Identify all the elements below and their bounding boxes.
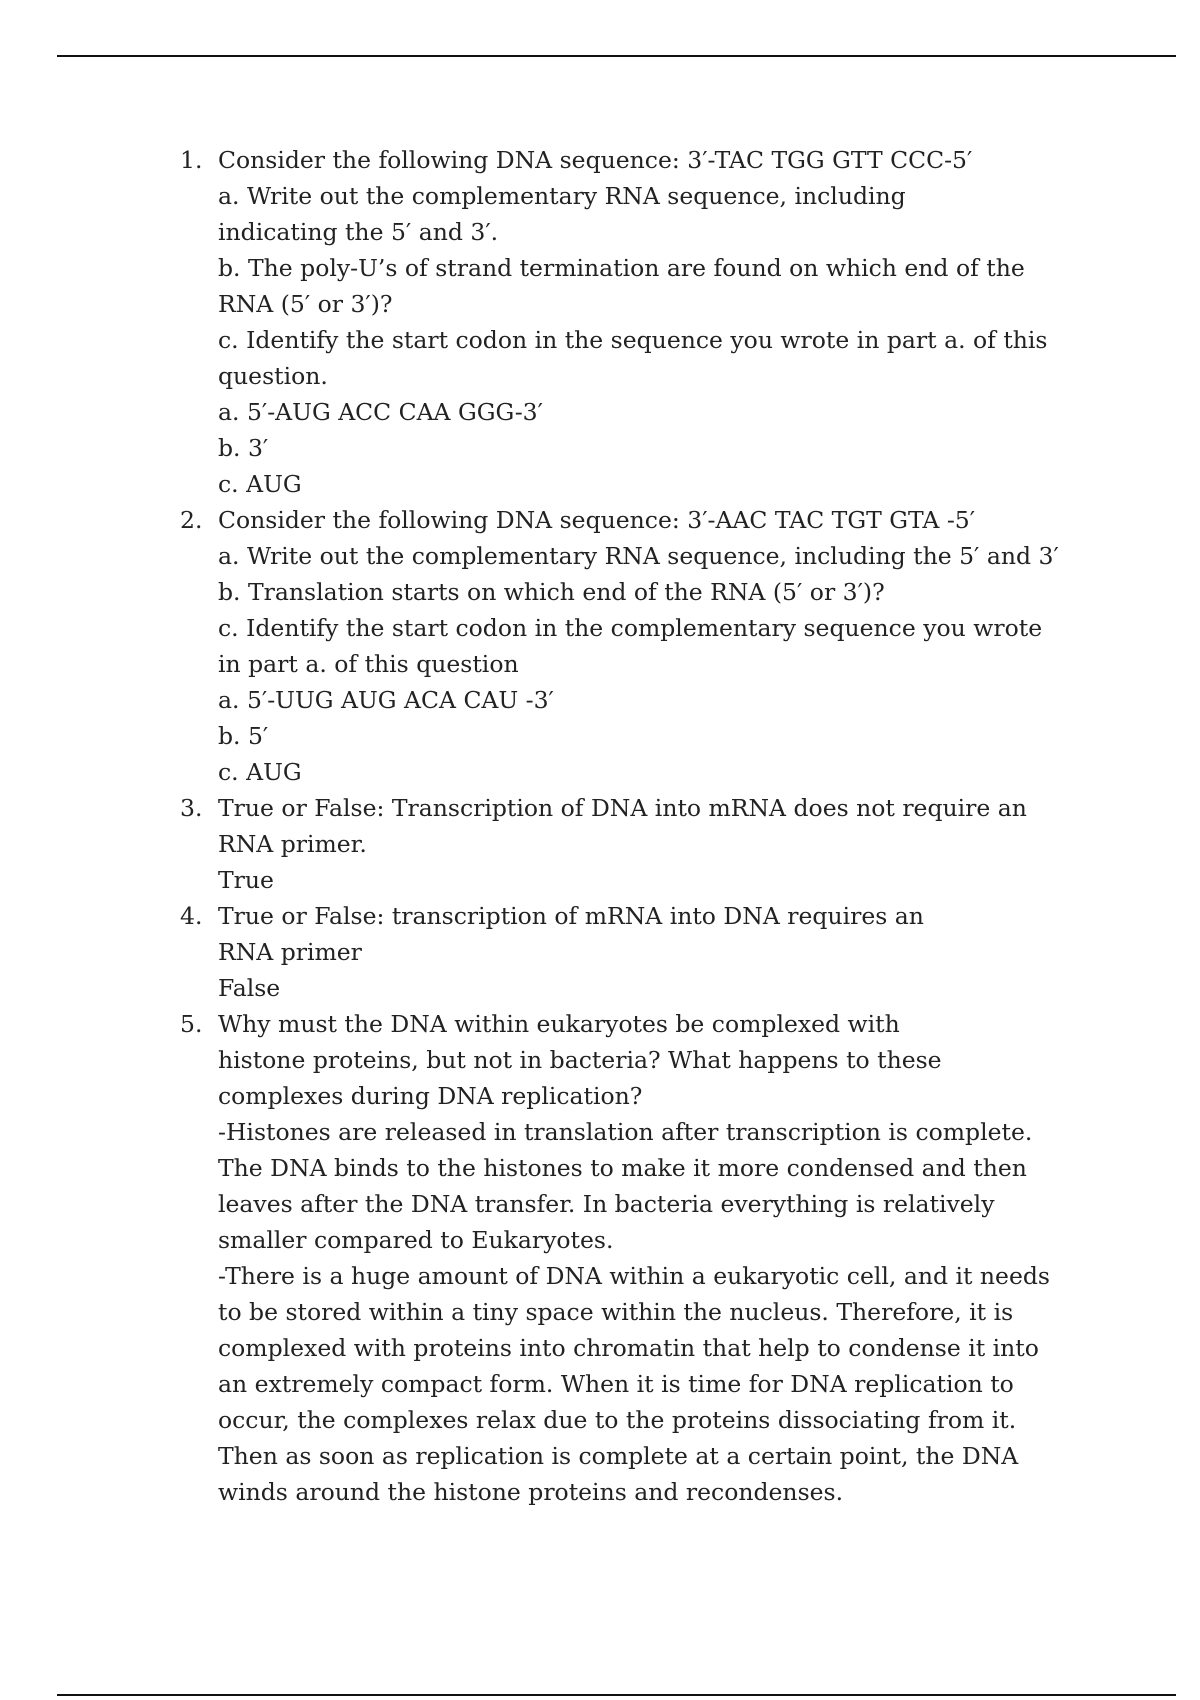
question-line: RNA primer. (218, 830, 367, 858)
question-line: indicating the 5′ and 3′. (218, 218, 499, 246)
answer-line: True (218, 866, 274, 894)
question-line: in part a. of this question (218, 650, 519, 678)
question-line: b. The poly-U’s of strand termination are found on which end of the (218, 254, 1025, 282)
question-prompt: True or False: Transcription of DNA into mRNA does not require an (218, 794, 1027, 822)
question-line: RNA (5′ or 3′)? (218, 290, 393, 318)
question-prompt: Consider the following DNA sequence: 3′-TAC TGG GTT CCC-5′ (218, 146, 973, 174)
question-number: 3. (180, 794, 203, 822)
answer-line: -There is a huge amount of DNA within a eukaryotic cell, and it needs (218, 1262, 1050, 1290)
question-prompt: Consider the following DNA sequence: 3′-AAC TAC TGT GTA -5′ (218, 506, 976, 534)
question-number: 5. (180, 1010, 203, 1038)
document-body (0, 142, 1200, 1510)
question-line: c. Identify the start codon in the complementary sequence you wrote (218, 614, 1043, 642)
question-line: c. Identify the start codon in the sequence you wrote in part a. of this (218, 326, 1048, 354)
answer-line: smaller compared to Eukaryotes. (218, 1226, 614, 1254)
answer-line: b. 3′ (218, 434, 269, 462)
question-3 (0, 790, 1078, 898)
question-prompt: True or False: transcription of mRNA into DNA requires an (218, 902, 924, 930)
answer-line: a. 5′-AUG ACC CAA GGG-3′ (218, 398, 543, 426)
answer-line: winds around the histone proteins and recondenses. (218, 1478, 844, 1506)
answer-line: c. AUG (218, 470, 302, 498)
answer-line: The DNA binds to the histones to make it more condensed and then (218, 1154, 1027, 1182)
question-line: a. Write out the complementary RNA sequence, including (218, 182, 906, 210)
answer-line: b. 5′ (218, 722, 269, 750)
question-line: complexes during DNA replication? (218, 1082, 643, 1110)
answer-line: occur, the complexes relax due to the proteins dissociating from it. (218, 1406, 1017, 1434)
answer-line: an extremely compact form. When it is time for DNA replication to (218, 1370, 1014, 1398)
question-number: 1. (180, 146, 203, 174)
question-number: 2. (180, 506, 203, 534)
answer-line: False (218, 974, 281, 1002)
answer-line: to be stored within a tiny space within the nucleus. Therefore, it is (218, 1298, 1014, 1326)
question-line: histone proteins, but not in bacteria? What happens to these (218, 1046, 942, 1074)
question-line: question. (218, 362, 328, 390)
answer-line: -Histones are released in translation after transcription is complete. (218, 1118, 1033, 1146)
question-1 (0, 142, 1078, 502)
answer-line: c. AUG (218, 758, 302, 786)
question-line: RNA primer (218, 938, 362, 966)
bottom-rule (57, 1694, 1176, 1696)
answer-line: a. 5′-UUG AUG ACA CAU -3′ (218, 686, 554, 714)
question-2 (0, 502, 1078, 790)
answer-line: leaves after the DNA transfer. In bacteria everything is relatively (218, 1190, 995, 1218)
top-rule (57, 55, 1176, 57)
question-5 (0, 1006, 1078, 1510)
answer-line: complexed with proteins into chromatin that help to condense it into (218, 1334, 1039, 1362)
answer-line: Then as soon as replication is complete at a certain point, the DNA (218, 1442, 1019, 1470)
question-line: a. Write out the complementary RNA sequence, including the 5′ and 3′ (218, 542, 1059, 570)
question-prompt: Why must the DNA within eukaryotes be complexed with (218, 1010, 900, 1038)
question-number: 4. (180, 902, 203, 930)
question-line: b. Translation starts on which end of the RNA (5′ or 3′)? (218, 578, 885, 606)
question-4 (0, 898, 1078, 1006)
